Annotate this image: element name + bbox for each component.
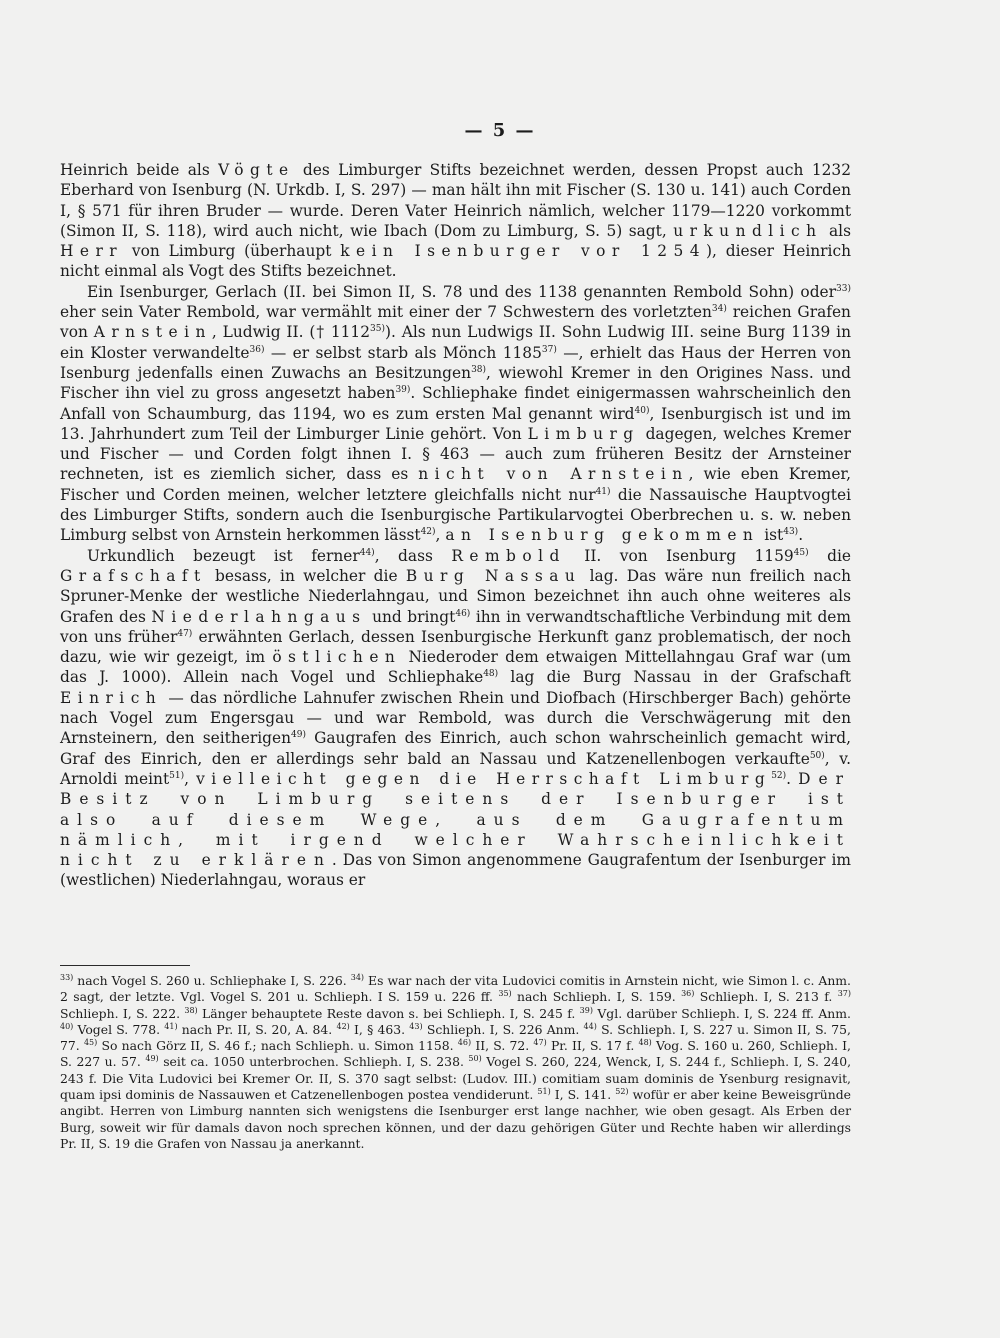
text-run: So nach Görz II, S. 46 f.; nach Schlieph. u. Simon 1158. [97, 1038, 458, 1054]
footnote-ref: 39) [395, 385, 411, 396]
text-run: Niederoder dem etwaigen Mittellahngau Graf war (um das J. 1000). Allein nach Vogel und Schliephake [60, 648, 851, 687]
footnote-ref: 49) [145, 1054, 159, 1064]
footnote-ref: 33) [60, 973, 74, 982]
footnote-ref: 45) [83, 1038, 98, 1048]
footnote-ref: 38) [471, 364, 487, 375]
text-run: Schlieph. I, S. 226 Anm. [422, 1021, 584, 1037]
text-run: Vgl. darüber Schlieph. I, S. 224 ff. Anm. [592, 1005, 851, 1021]
text-run: Vog. S. 160 u. 260, Schlieph. I, S. 227 u. 57. [60, 1038, 851, 1070]
text-run: nach Vogel S. 260 u. Schliephake I, S. 226. [73, 973, 351, 988]
page-number: — 5 — [464, 120, 536, 141]
footnote-ref: 40) [60, 1021, 74, 1031]
text-run: , [435, 526, 446, 545]
text-run: Schlieph. I, S. 213 f. [694, 989, 838, 1005]
text-run: , dass [374, 546, 452, 565]
paragraph [60, 160, 851, 282]
footnote-ref: 48) [483, 669, 499, 680]
footnote-divider [60, 965, 190, 966]
footnote-ref: 36) [681, 989, 695, 999]
footnote-ref: 34) [711, 304, 727, 315]
footnote-ref: 37) [541, 344, 557, 355]
emphasized-text: östlichen [272, 648, 402, 667]
footnote-ref: 45) [793, 547, 809, 558]
text-run: die [808, 546, 851, 565]
text-run: Es war nach der vita Ludovici comitis in Arnstein nicht, wie Simon l. c. Anm. 2 sagt, der letzte. Vgl. Vogel S. 201 u. Schlieph. I S. 159 u. 226 ff. [60, 973, 851, 1005]
footnote-ref: 48) [638, 1038, 652, 1048]
footnote-ref: 42) [336, 1021, 350, 1031]
text-run: — das nördliche Lahnufer zwischen Rhein und Diofbach (Hirschberger Bach) gehörte nach Vogel zum Engersgau — und war Rembold, was durch die Verschwägerung mit den Arnsteinern, den seitherigen [60, 688, 851, 748]
text-run: ihn in verwandtschaftliche Verbindung mit dem von uns früher [60, 607, 851, 646]
text-run: Pr. II, S. 17 f. [546, 1038, 639, 1054]
text-run: Schlieph. I, S. 222. [60, 1005, 185, 1021]
emphasized-text: Vögte [218, 161, 295, 179]
emphasized-text: urkundlich [673, 221, 823, 240]
text-run: II. von Isenburg 1159 [565, 546, 794, 565]
text-run: von Limburg (überhaupt [123, 242, 341, 261]
emphasized-text: nicht von Arnstein [418, 465, 689, 484]
emphasized-text: vielleicht gegen die Herrschaft Limburg [196, 769, 772, 788]
text-run: Gaugrafen des Einrich, auch schon wahrscheinlich gemacht wird, Graf des Einrich, den er allerdings sehr bald an Nassau und Katzenellenbogen verkaufte [60, 729, 852, 768]
footnote-ref: 47) [533, 1038, 547, 1048]
text-run: , [184, 769, 197, 788]
footnote-ref: 37) [837, 989, 851, 999]
footnote-ref: 46) [455, 608, 471, 619]
text-run: nach Pr. II, S. 20, A. 84. [177, 1021, 337, 1037]
text-run: ). Als nun Ludwigs II. Sohn Ludwig III. seine Burg 1139 in ein Kloster verwandelte [60, 323, 851, 362]
text-run: erwähnten Gerlach, dessen Isenburgische Herkunft ganz problematisch, der noch dazu, wie wir gezeigt, im [60, 627, 851, 667]
footnote-ref: 50) [468, 1054, 482, 1064]
emphasized-text: Burg Nassau [405, 566, 582, 585]
footnote-ref: 43) [783, 527, 799, 538]
footnote-ref: 33) [836, 283, 851, 294]
text-run: seit ca. 1050 unterbrochen. Schlieph. I, S. 238. [158, 1054, 469, 1070]
footnotes [60, 973, 851, 1152]
text-run: , Isenburgisch ist und im 13. Jahrhundert zum Teil der Limburger Linie gehört. Von [60, 404, 852, 443]
text-run: — er selbst starb als Mönch 1185 [264, 343, 542, 362]
emphasized-text: kein Isenburger vor 1254 [340, 242, 707, 261]
footnote-ref: 47) [177, 628, 193, 639]
footnote-ref: 35) [370, 324, 385, 335]
footnote-ref: 42) [420, 527, 436, 538]
footnote-ref: 50) [809, 750, 825, 761]
text-run: reichen Grafen von [60, 303, 851, 342]
paragraph [60, 546, 851, 891]
text-run: . [798, 526, 804, 545]
footnote-ref: 36) [249, 344, 265, 355]
text-run: eher sein Vater Rembold, war vermählt mit einer der 7 Schwestern des vorletzten [60, 303, 712, 322]
text-run: S. Schlieph. I, S. 227 u. Simon II, S. 75, 77. [60, 1021, 851, 1054]
text-run: und bringt [366, 607, 456, 626]
footnote-ref: 41) [164, 1021, 178, 1031]
text-run: wofür er aber keine Beweisgründe angibt. Herren von Limburg nannten sich wenigstens die Isenburger erst lange nachher, wie oben gesagt. Als Erben der Burg, soweit wir für damals davon noch sprechen können, und der dazu gehörigen Güter und Rechte haben wir allerdings Pr. II, S. 19 die Grafen von Nassau ja anerkannt. [60, 1087, 851, 1151]
text-run: . Schliephake findet einigermassen wahrscheinlich den Anfall von Schaumburg, das 1194, wo es zum ersten Mal genannt wird [60, 384, 851, 423]
text-run: die Nassauische Hauptvogtei des Limburger Stifts, sondern auch die Isenburgische Partikularvogtei Oberbrechen u. s. w. neben Limburg selbst von Arnstein herkommen lässt [60, 485, 852, 545]
footnote-ref: 34) [350, 973, 365, 982]
footnote-ref: 35) [498, 989, 512, 999]
text-run: Länger behauptete Reste davon s. bei Schlieph. I, S. 245 f. [197, 1005, 580, 1021]
emphasized-text: Limburg [527, 424, 640, 443]
footnote-ref: 52) [771, 770, 787, 781]
footnote-ref: 39) [579, 1005, 593, 1015]
text-run: II, S. 72. [471, 1038, 534, 1054]
text-run: Ein Isenburger, Gerlach (II. bei Simon II, S. 78 und des 1138 genannten Rembold Sohn) oder [87, 282, 837, 301]
body-text [60, 160, 851, 891]
text-run: lag. Das wäre nun freilich nach Spruner-Menke der westliche Niederlahngau, und Simon bezeichnet ihn auch ohne weiteres als Grafen des [60, 566, 852, 626]
text-run: des Limburger Stifts bezeichnet werden, dessen Propst auch 1232 Eberhard von Isenburg (N. Urkdb. I, S. 297) — man hält ihn mit Fischer (S. 130 u. 141) auch Corden I, § 571 für ihren Bruder — wurde. Deren Vater Heinrich nämlich, welcher 1179—1220 vorkommt (Simon II, S. 118), wird auch nicht, wie Ibach (Dom zu Limburg, S. 5) sagt, [60, 161, 851, 240]
footnote-ref: 52) [615, 1087, 629, 1097]
footnote-ref: 38) [184, 1005, 198, 1015]
footnote-ref: 41) [595, 486, 611, 497]
emphasized-text: Grafschaft [60, 566, 207, 585]
footnote-ref: 44) [359, 547, 375, 558]
text-run: . Das von Simon angenommene Gaugrafentum der Isenburger im (westlichen) Niederlahngau, woraus er [60, 851, 851, 890]
text-run: Urkundlich bezeugt ist ferner [87, 546, 360, 565]
text-run: , v. Arnoldi meint [60, 749, 851, 788]
text-run: Vogel S. 260, 224, Wenck, I, S. 244 f., Schlieph. I, S. 240, 243 f. Die Vita Ludovici bei Kremer Or. II, S. 370 sagt selbst: (Ludov. III.) comitiam suam dominis de Ysenburg resignavit, quam ipsi dominis de Nassauwen et Catzenellenbogen postea vendiderunt. [60, 1054, 852, 1103]
text-run: lag die Burg Nassau in der Grafschaft [498, 668, 851, 687]
text-run: dagegen, welches Kremer und Fischer — und Corden folgt ihnen I. § 463 — auch zum früheren Besitz der Arnsteiner rechneten, ist es ziemlich sicher, dass es [60, 424, 851, 484]
emphasized-text: Rembold [451, 546, 566, 565]
emphasized-text: Der Besitz von Limburg seitens der Isenburger ist also auf diesem Wege, aus dem Gaugrafentum nämlich, mit irgend welcher Wahrscheinlichkeit nicht zu erklären [60, 769, 851, 870]
footnote-ref: 44) [583, 1021, 597, 1031]
text-run: —, erhielt das Haus der Herren von Isenburg jedenfalls einen Zuwachs an Besitzungen [60, 343, 851, 382]
emphasized-text: Einrich [60, 688, 163, 707]
footnote-ref: 46) [457, 1038, 472, 1048]
emphasized-text: Herr [60, 242, 124, 261]
text-run: ist [759, 526, 784, 545]
text-run: als [822, 221, 851, 240]
text-run: nach Schlieph. I, S. 159. [511, 989, 682, 1005]
footnote-ref: 43) [409, 1021, 423, 1031]
text-run: I, § 463. [349, 1021, 410, 1037]
text-run: besass, in welcher die [206, 566, 406, 585]
text-run: ), dieser Heinrich nicht einmal als Vogt des Stifts bezeichnet. [60, 242, 851, 281]
footnote-ref: 49) [291, 730, 306, 741]
paragraph [60, 282, 851, 546]
footnote-ref: 40) [634, 405, 650, 416]
text-run: I, S. 141. [550, 1087, 616, 1103]
emphasized-text: Niederlahngaus [151, 607, 367, 626]
text-run: , wiewohl Kremer in den Origines Nass. und Fischer ihn viel zu gross angesetzt haben [60, 363, 851, 403]
text-run: , Ludwig II. († 1112 [211, 323, 371, 342]
footnote-ref: 51) [169, 770, 185, 781]
footnote-ref: 51) [537, 1087, 551, 1097]
text-run: Heinrich beide als [60, 161, 219, 179]
emphasized-text: Arnstein [93, 323, 212, 342]
text-run: . [786, 769, 799, 788]
text-run: Vogel S. 778. [73, 1021, 165, 1037]
text-run: , wie eben Kremer, Fischer und Corden meinen, welcher letztere gleichfalls nicht nur [60, 465, 851, 504]
emphasized-text: an Isenburg gekommen [445, 526, 760, 545]
